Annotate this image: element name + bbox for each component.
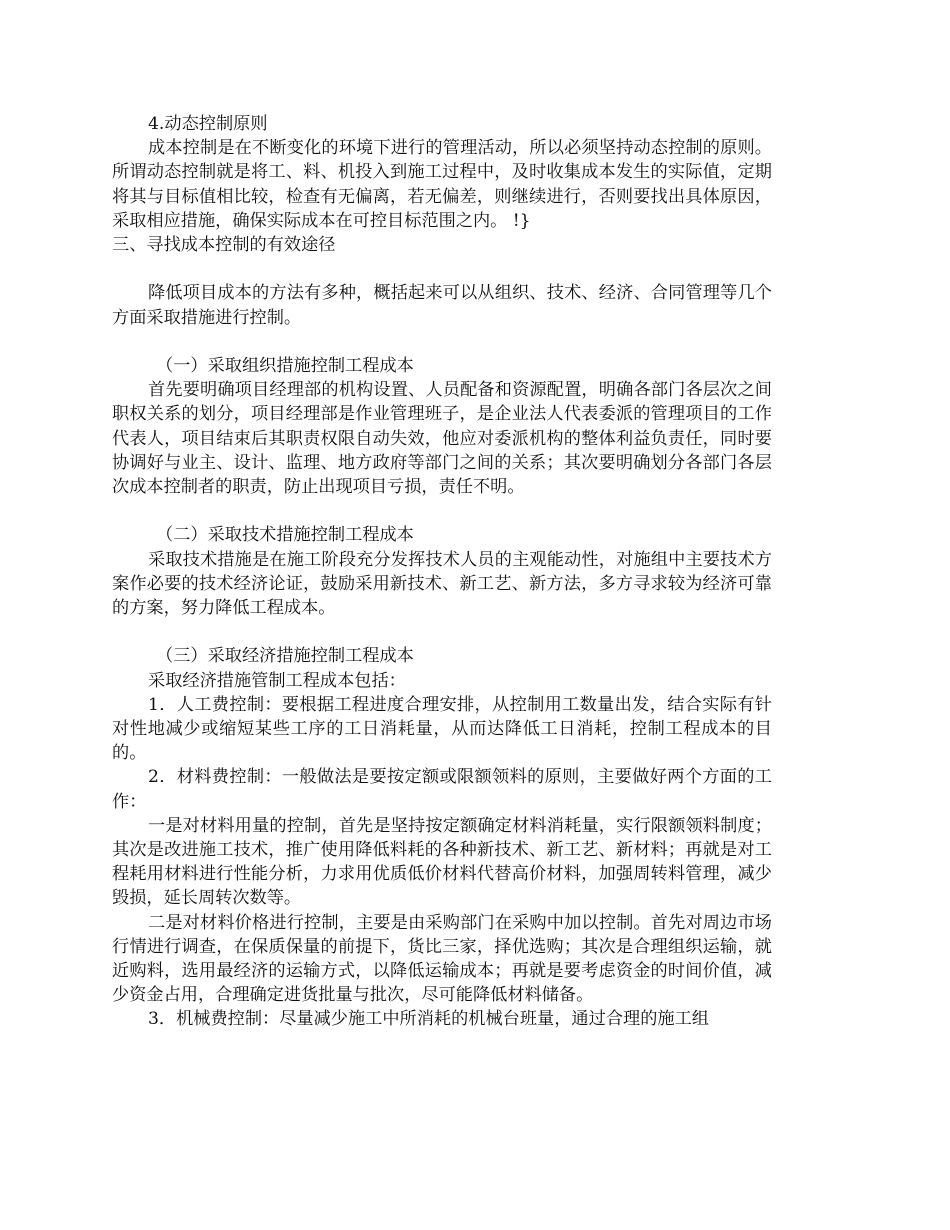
blank-line: [112, 620, 772, 644]
paragraph-machinery-cost: 3．机械费控制：尽量减少施工中所消耗的机械台班量，通过合理的施工组: [148, 1009, 709, 1030]
paragraph-dynamic-control: 成本控制是在不断变化的环境下进行的管理活动，所以必须坚持动态控制的原则。所谓动态控制就是将工、料、机投入到施工过程中，及时收集成本发生的实际值，定期将其与目标值相比较，检查有无偏离，若无偏差，则继续进行，否则要找出具体原因，采取相应措施，确保实际成本在可控目标范围之内。 !}: [112, 138, 772, 231]
paragraph-economic-intro: 采取经济措施管制工程成本包括：: [148, 670, 406, 691]
subsection-2-heading: （二）采取技术措施控制工程成本: [156, 525, 414, 546]
blank-line: [112, 257, 772, 281]
document-body: [112, 112, 772, 1032]
paragraph-material-price: 二是对材料价格进行控制，主要是由采购部门在采购中加以控制。首先对周边市场行情进行调查，在保质保量的前提下，货比三家，择优选购；其次是合理组织运输，就近购料，选用最经济的运输方式，以降低运输成本；再就是要考虑资金的时间价值，减少资金占用，合理确定进货批量与批次，尽可能降低材料储备。: [112, 912, 772, 1006]
paragraph-organization: 首先要明确项目经理部的机构设置、人员配备和资源配置，明确各部门各层次之间职权关系的划分，项目经理部是作业管理班子，是企业法人代表委派的管理项目的工作代表人，项目结束后其职责权限自动失效，他应对委派机构的整体利益负责任，同时要协调好与业主、设计、监理、地方政府等部门之间的关系；其次要明确划分各部门各层次成本控制者的职责，防止出现项目亏损，责任不明。: [112, 380, 772, 498]
section-4-heading: 4.动态控制原则: [148, 114, 268, 134]
blank-line: [112, 499, 772, 523]
paragraph-material-cost: 2．材料费控制：一般做法是要按定额或限额领料的原则，主要做好两个方面的工作：: [112, 767, 772, 812]
paragraph-technical: 采取技术措施是在施工阶段充分发挥技术人员的主观能动性，对施组中主要技术方案作必要的技术经济论证，鼓励采用新技术、新工艺、新方法，多方寻求较为经济可靠的方案，努力降低工程成本。: [112, 549, 772, 619]
subsection-1-heading: （一）采取组织措施控制工程成本: [156, 356, 414, 376]
paragraph-material-usage: 一是对材料用量的控制，首先是坚持按定额确定材料消耗量，实行限额领料制度；其次是改进施工技术，推广使用降低料耗的各种新技术、新工艺、新材料；再就是对工程耗用材料进行性能分析，力求用优质低价材料代替高价材料，加强周转料管理，减少毁损，延长周转次数等。: [112, 815, 772, 909]
subsection-3-heading: （三）采取经济措施控制工程成本: [156, 646, 414, 667]
blank-line: [112, 330, 772, 354]
section-3-heading: 三、寻找成本控制的有效途径: [112, 235, 336, 256]
paragraph-labor-cost: 1．人工费控制：要根据工程进度合理安排，从控制用工数量出发，结合实际有针对性地减少或缩短某些工序的工日消耗量，从而达降低工日消耗，控制工程成本的目的。: [112, 694, 772, 764]
paragraph-intro-methods: 降低项目成本的方法有多种，概括起来可以从组织、技术、经济、合同管理等几个方面采取措施进行控制。: [112, 283, 772, 328]
